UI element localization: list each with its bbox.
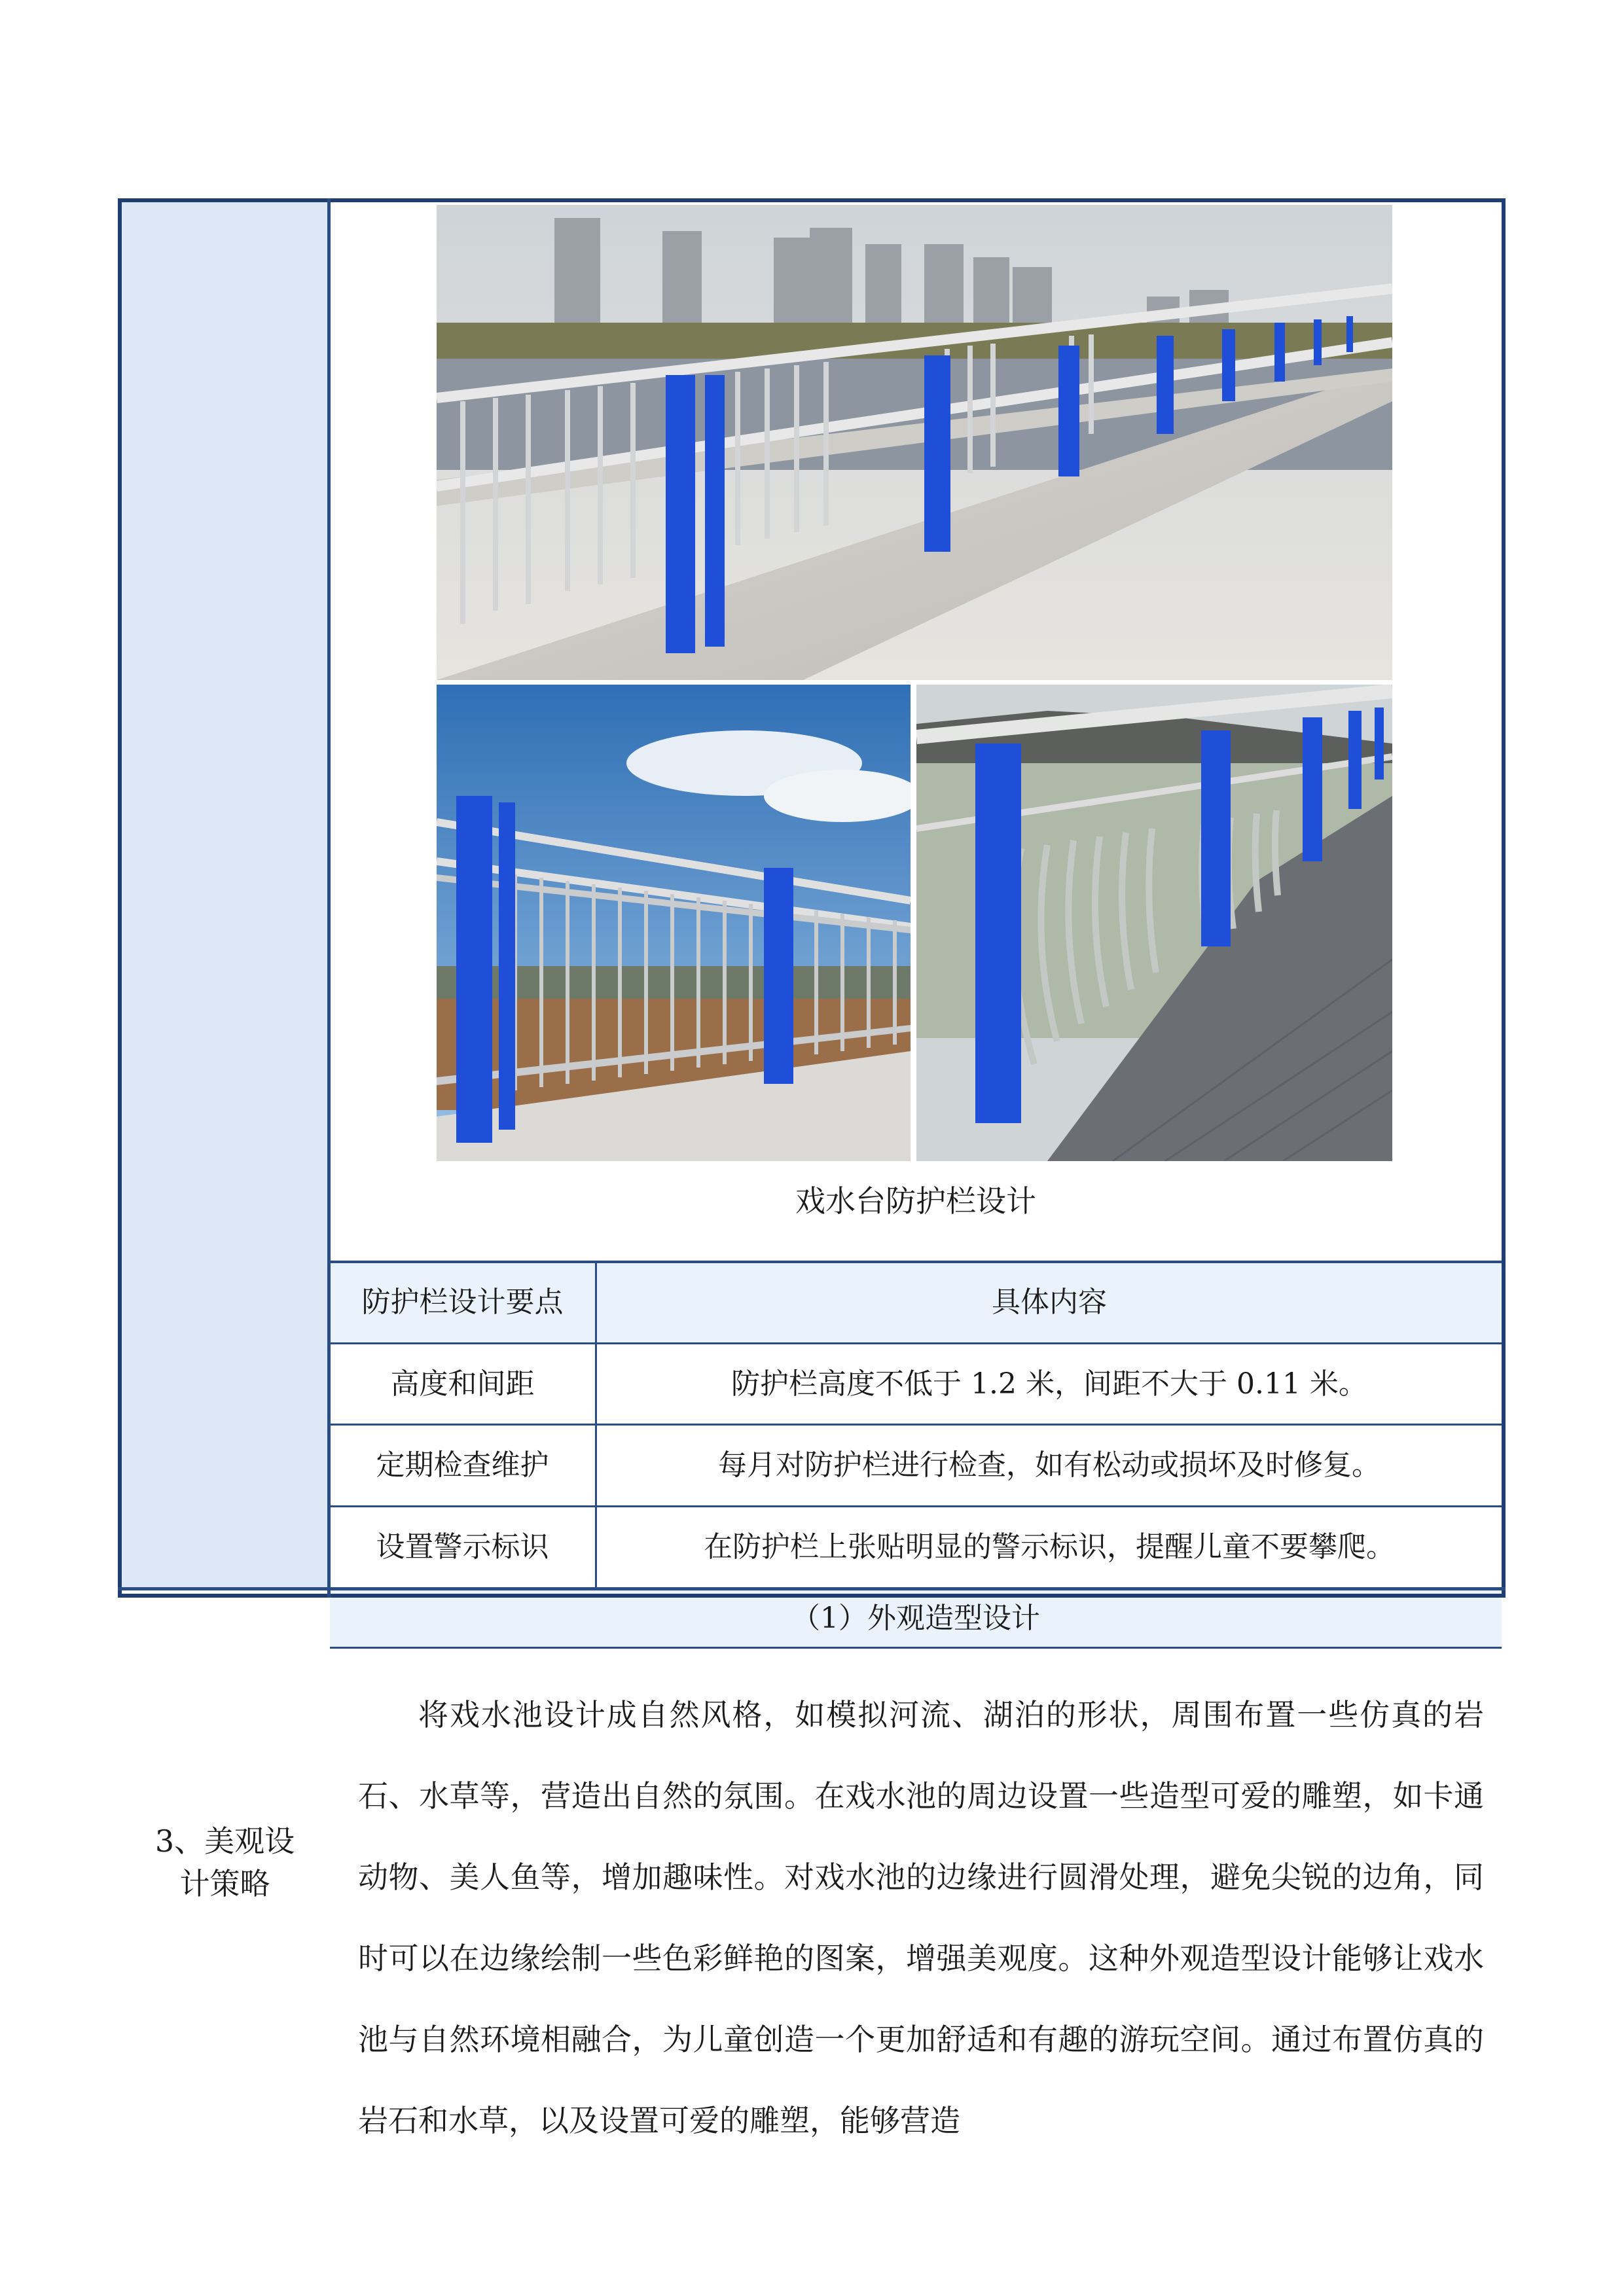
section-top-rule xyxy=(118,1587,1506,1590)
row-rule-2 xyxy=(330,1424,1502,1426)
table-row-2-value: 每月对防护栏进行检查，如有松动或损坏及时修复。 xyxy=(718,1448,1380,1482)
table-row-3-key: 设置警示标识 xyxy=(376,1530,549,1564)
table-row-1-value: 防护栏高度不低于 1.2 米，间距不大于 0.11 米。 xyxy=(731,1367,1367,1401)
table-row-3-value: 在防护栏上张贴明显的警示标识，提醒儿童不要攀爬。 xyxy=(704,1530,1395,1564)
table-row-2-key: 定期检查维护 xyxy=(376,1448,549,1482)
row-rule-3 xyxy=(330,1505,1502,1507)
bottom-right-railing-photo xyxy=(916,685,1392,1161)
figure-caption: 戏水台防护栏设计 xyxy=(795,1183,1036,1219)
bottom-left-railing-photo xyxy=(437,685,911,1161)
top-railing-photo xyxy=(437,205,1392,680)
table-header-content: 具体内容 xyxy=(992,1285,1107,1319)
section-paragraph xyxy=(358,1674,1484,2161)
figure-bottom-rule xyxy=(330,1261,1502,1263)
section-subtitle: （1）外观造型设计 xyxy=(791,1602,1040,1635)
row-rule-1 xyxy=(330,1342,1502,1344)
table-row-1-key: 高度和间距 xyxy=(390,1367,535,1401)
section-label-line-2: 计策略 xyxy=(179,1866,270,1901)
table-header-key: 防护栏设计要点 xyxy=(361,1285,564,1319)
section-label-line-1: 3、美观设 xyxy=(154,1823,295,1859)
subtitle-bottom-rule xyxy=(330,1647,1502,1649)
section-paragraph-text: 将戏水池设计成自然风格，如模拟河流、湖泊的形状，周围布置一些仿真的岩石、水草等，营造出自然的氛围。在戏水池的周边设置一些造型可爱的雕塑，如卡通动物、美人鱼等，增加趣味性。对戏水池的边缘进行圆滑处理，避免尖锐的边角，同时可以在边缘绘制一些色彩鲜艳的图案，增强美观度。这种外观造型设计能够让戏水池与自然环境相融合，为儿童创造一个更加舒适和有趣的游玩空间。通过布置仿真的岩石和水草，以及设置可爱的雕塑，能够营造 xyxy=(358,1697,1484,2138)
